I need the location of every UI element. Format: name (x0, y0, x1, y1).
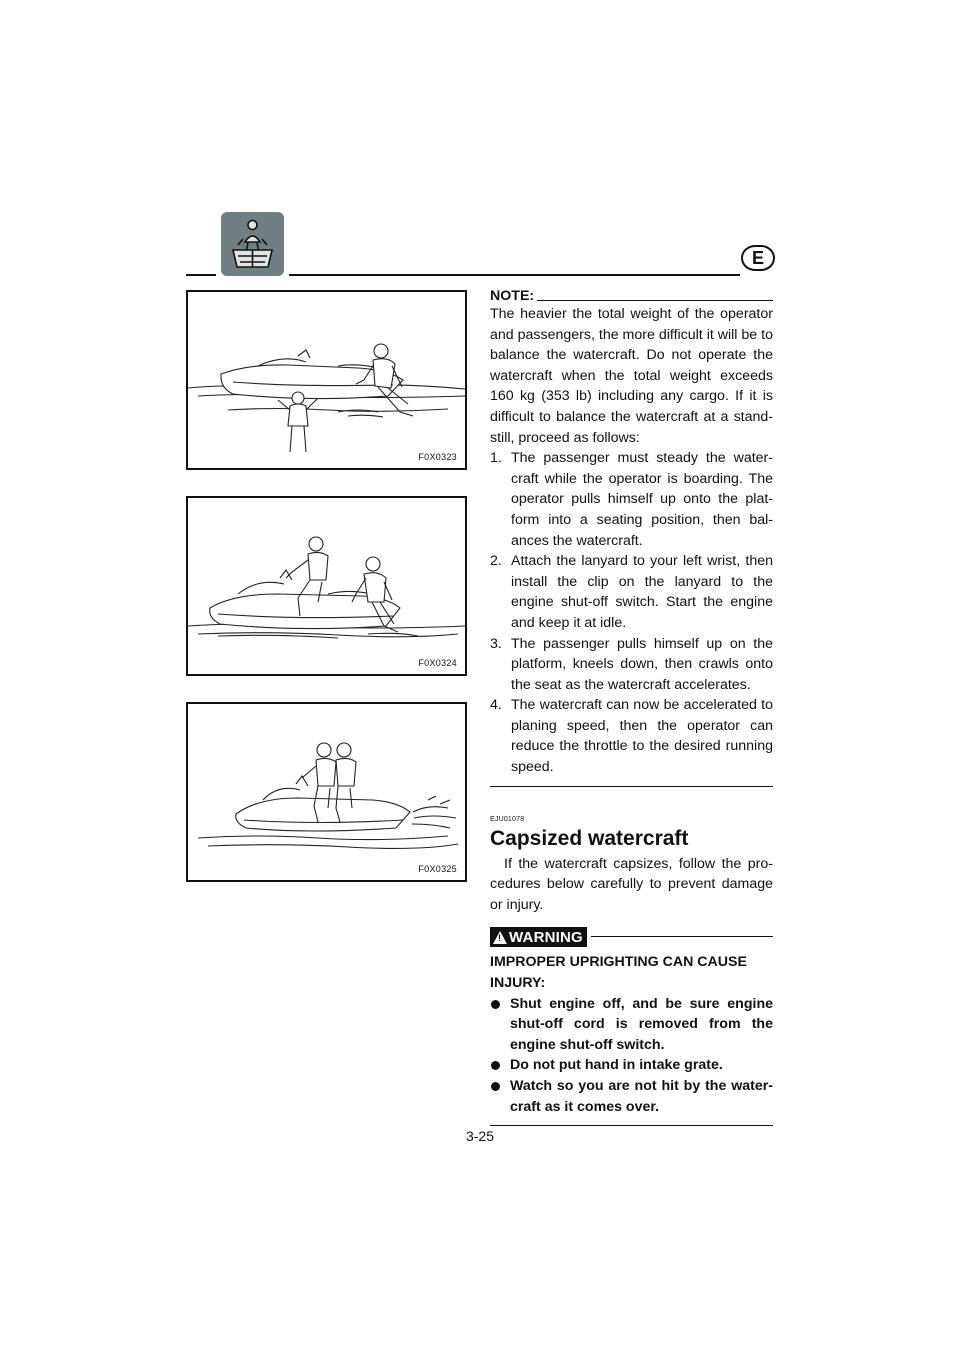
operator-boarding-illustration (188, 292, 465, 468)
figure-code: F0X0323 (418, 452, 457, 462)
list-item: 4. The watercraft can now be accelerated to planing speed, then the operator can reduce the throttle to the desired running speed. (490, 697, 773, 776)
warning-triangle-icon: ! (493, 931, 507, 944)
section-title: Capsized watercraft (490, 826, 689, 850)
note-label: NOTE: (490, 288, 535, 304)
figure-code: F0X0325 (418, 864, 457, 874)
note-heading (490, 286, 773, 304)
personal-watercraft-icon (221, 212, 284, 276)
warning-lead: IMPROPER UPRIGHTING CAN CAUSE INJURY: (490, 954, 747, 992)
list-item: Watch so you are not hit by the water-craft as it comes over. (490, 1076, 773, 1117)
page-number: 3-25 (465, 1128, 495, 1144)
figure-code: F0X0324 (418, 658, 457, 668)
two-riders-underway-illustration (188, 704, 465, 880)
language-badge: E (741, 245, 775, 271)
note-steps (490, 448, 773, 778)
list-item: Do not put hand in intake grate. (490, 1055, 773, 1076)
list-item: Shut engine off, and be sure engine shut-off cord is removed from the engine shut-off switch. (490, 994, 773, 1056)
figure-operator-boarding (186, 290, 467, 470)
warning-end-rule (490, 1125, 773, 1126)
figure-passenger-boarding (186, 496, 467, 676)
section-intro: If the watercraft capsizes, follow the pro-cedures below carefully to prevent damage or injury. (490, 855, 773, 913)
note-text: The heavier the total weight of the operator and passengers, the more difficult it will be to balance the watercraft. Do not operate the watercraft when the total weight exceeds 160 kg (353 lb) including any cargo. If it is difficult to balance the watercraft at a stand-still, proceed as follows: (490, 306, 773, 446)
text-column (490, 286, 773, 1126)
header-rule-right (289, 274, 740, 276)
list-item: 3. The passenger pulls himself up on the platform, kneels down, then crawls onto the seat as the watercraft accelerates. (490, 635, 773, 693)
list-item: 2. Attach the lanyard to your left wrist, then install the clip on the lanyard to the engine shut-off switch. Start the engine and keep it at idle. (490, 553, 773, 631)
list-item: 1. The passenger must steady the water-craft while the operator is boarding. The operator pulls himself up onto the plat-form into a seating position, then bal-ances the watercraft. (490, 450, 773, 549)
passenger-boarding-illustration (188, 498, 465, 674)
warning-label: ! WARNING (490, 927, 587, 947)
header-rule-left (186, 274, 216, 276)
note-end-rule (490, 786, 773, 787)
warning-items (490, 994, 773, 1118)
warning-rule (591, 936, 773, 937)
warning-heading (490, 926, 773, 948)
section-code: EJU01078 (490, 815, 525, 823)
figure-two-riders (186, 702, 467, 882)
note-rule (537, 300, 773, 301)
